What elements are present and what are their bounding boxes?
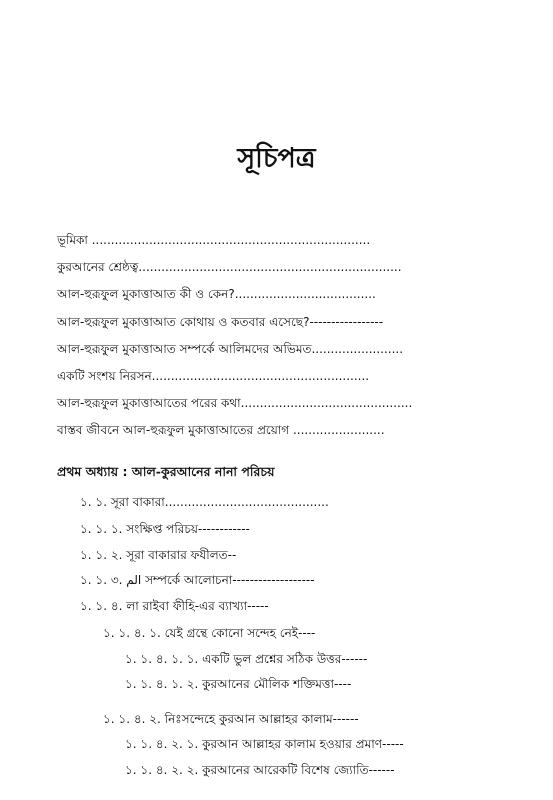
- toc-entry-what-and-why: আল-হুরূফুল মুকাত্তাআত কী ও কেন?.....................................: [57, 287, 376, 301]
- toc-entry-introduction: ভূমিকা .........................................................................: [57, 233, 371, 247]
- toc-entry-1-1-1: ১. ১. ১. সংক্ষিপ্ত পরিচয়------------: [80, 522, 250, 536]
- toc-entry-scholars-opinion: আল-হুরূফুল মুকাত্তাআত সম্পর্কে আলিমদের অভিমত........................: [57, 342, 404, 356]
- toc-entry-1-1-4-2-1: ১. ১. ৪. ২. ১. কুরআন আল্লাহর কালাম হওয়ার প্রমাণ-----: [125, 737, 404, 751]
- toc-entry-1-1-4-1: ১. ১. ৪. ১. যেই গ্রন্থে কোনো সন্দেহ নেই----: [103, 626, 316, 640]
- toc-entry-1-1-4-2: ১. ১. ৪. ২. নিঃসন্দেহে কুরআন আল্লাহর কালাম------: [103, 712, 359, 726]
- toc-entry-doubt-resolution: একটি সংশয় নিরসন.........................................................: [57, 369, 370, 383]
- toc-entry-1-1: ১. ১. সূরা বাকারা...........................................: [80, 495, 329, 509]
- toc-entry-practical-application: বাস্তব জীবনে আল-হুরূফুল মুকাত্তাআতের প্রয়োগ ........................: [57, 423, 385, 437]
- toc-entry-1-1-4-1-1: ১. ১. ৪. ১. ১. একটি ভুল প্রশ্নের সঠিক উত্তর------: [125, 652, 368, 666]
- toc-entry-1-1-3: ১. ১. ৩. الم সম্পর্কে আলোচনা-------------------: [80, 573, 315, 587]
- toc-entry-excellence: কুরআনের শ্রেষ্ঠত্ব.....................................................................: [57, 260, 402, 274]
- toc-entry-1-1-4: ১. ১. ৪. লা রাইবা ফীহি-এর ব্যাখ্যা-----: [80, 599, 269, 613]
- toc-entry-afterword: আল-হুরূফুল মুকাত্তাআতের পরের কথা.............................................: [57, 396, 413, 410]
- toc-entry-where-and-how-often: আল-হুরূফুল মুকাত্তাআত কোথায় ও কতবার এসেছে?-----------------: [57, 315, 384, 329]
- toc-entry-1-1-4-2-2: ১. ১. ৪. ২. ২. কুরআনের আরেকটি বিশেষ জ্যোতি------: [125, 763, 395, 777]
- toc-entry-1-1-2: ১. ১. ২. সূরা বাকারার ফযীলত--: [80, 548, 237, 562]
- toc-entry-1-1-4-1-2: ১. ১. ৪. ১. ২. কুরআনের মৌলিক শক্তিমত্তা----: [125, 677, 352, 691]
- chapter-heading: প্রথম অধ্যায় : আল-কুরআনের নানা পরিচয়: [57, 464, 275, 479]
- page-title: সূচিপত্র: [237, 143, 316, 174]
